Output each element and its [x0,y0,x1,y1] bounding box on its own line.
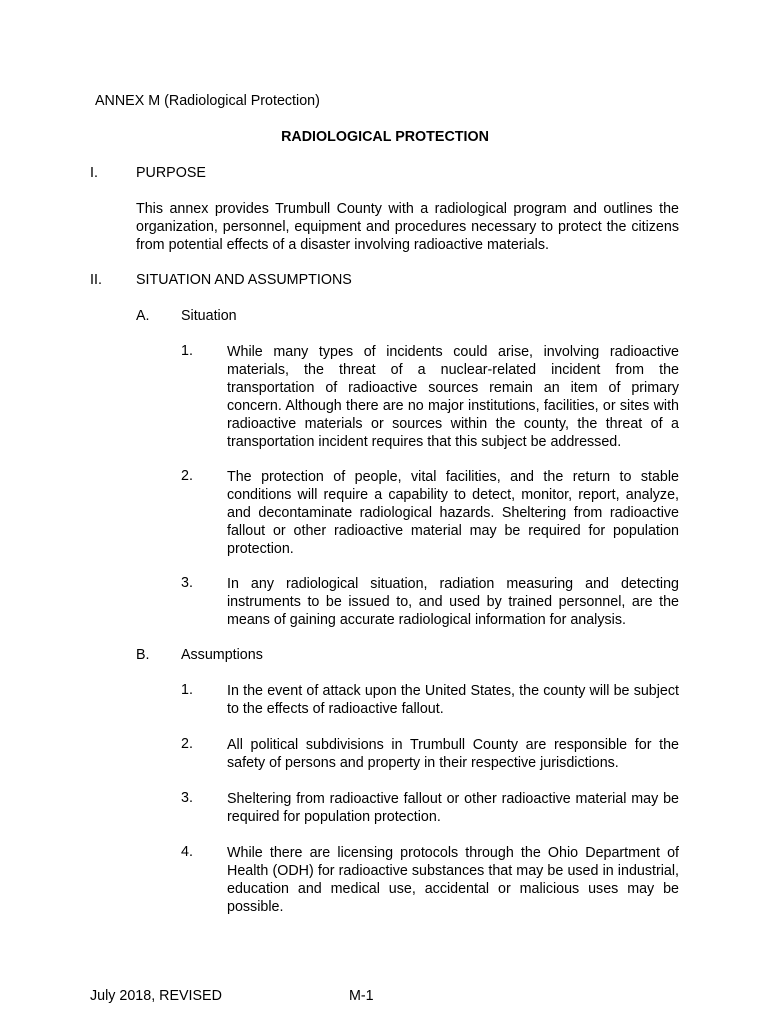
section-number: I. [90,165,98,181]
list-item-number: 4. [181,844,193,860]
section-heading-purpose: PURPOSE [136,165,206,181]
purpose-paragraph: This annex provides Trumbull County with a radiological program and outlines the organization, personnel, equipment and procedures necessary to protect the citizens from potential effects of a disaster involving radioactive materials. [136,201,679,253]
document-title: RADIOLOGICAL PROTECTION [281,129,489,145]
list-item-text: While there are licensing protocols through the Ohio Department of Health (ODH) for radioactive substances that may be used in industrial, education and medical use, accidental or malicious uses may be possible. [227,845,679,915]
list-item-text: In any radiological situation, radiation measuring and detecting instruments to be issued to, and used by trained personnel, are the means of gaining accurate radiological information for analysis. [227,576,679,628]
list-item-number: 2. [181,736,193,752]
list-item-number: 1. [181,682,193,698]
list-item-number: 3. [181,575,193,591]
list-item-number: 3. [181,790,193,806]
section-heading-situation-assumptions: SITUATION AND ASSUMPTIONS [136,272,352,288]
footer-page-number: M-1 [349,988,374,1004]
list-item-text: The protection of people, vital facilities, and the return to stable conditions will require a capability to detect, monitor, report, analyze, and decontaminate radiological hazards. Sheltering from radioactive fallout or other radioactive material may be required for population protection. [227,469,679,557]
subsection-letter: A. [136,308,150,324]
subsection-heading-situation: Situation [181,308,237,324]
list-item-text: All political subdivisions in Trumbull County are responsible for the safety of persons and property in their respective jurisdictions. [227,737,679,771]
annex-title: ANNEX M (Radiological Protection) [95,93,320,109]
footer-revision-date: July 2018, REVISED [90,988,222,1004]
list-item-text: Sheltering from radioactive fallout or other radioactive material may be required for population protection. [227,791,679,825]
list-item-text: While many types of incidents could arise, involving radioactive materials, the threat of a nuclear-related incident from the transportation of radioactive sources remain an item of primary concern. Although there are no major institutions, facilities, or sites with radioactive materials or sources within the county, the threat of a transportation incident requires that this subject be addressed. [227,344,679,450]
subsection-heading-assumptions: Assumptions [181,647,263,663]
list-item-number: 2. [181,468,193,484]
list-item-text: In the event of attack upon the United States, the county will be subject to the effects of radioactive fallout. [227,683,679,717]
subsection-letter: B. [136,647,150,663]
section-number: II. [90,272,102,288]
list-item-number: 1. [181,343,193,359]
